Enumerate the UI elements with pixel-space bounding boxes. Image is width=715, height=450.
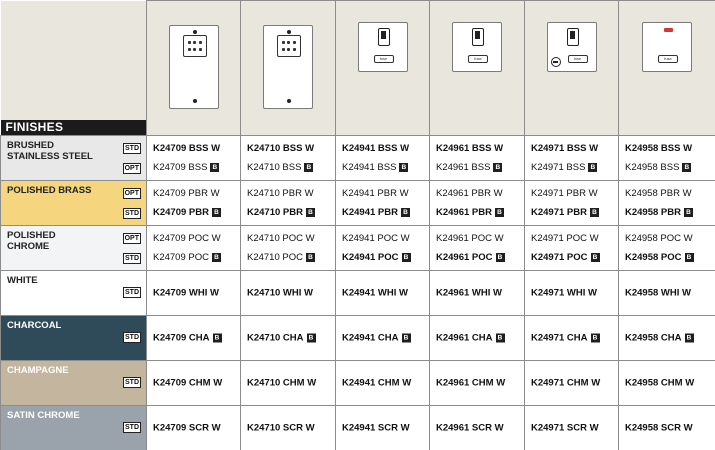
opt-tag: OPT <box>124 165 139 172</box>
b-badge-icon: B <box>213 334 222 343</box>
product-code-std: K24709 PBR B <box>153 207 221 218</box>
finish-label-cell <box>1 316 147 361</box>
finishes-label: FINISHES <box>1 120 147 135</box>
fused-spur-plate-icon: fuse <box>452 22 502 72</box>
b-badge-icon: B <box>399 163 408 172</box>
product-code-std: K24941 BSS W <box>342 143 410 154</box>
product-code-cell <box>241 226 336 271</box>
product-code-cell <box>430 316 525 361</box>
b-badge-icon: B <box>493 163 502 172</box>
shaver-socket-plate-icon <box>169 25 219 109</box>
finishes-header <box>1 1 147 136</box>
b-badge-icon: B <box>496 253 505 262</box>
product-code-opt: K24958 POC W <box>625 233 693 244</box>
std-tag: STD <box>125 145 139 152</box>
finish-name-line: SATIN CHROME <box>7 410 80 421</box>
product-code-std: K24958 BSS W <box>625 143 693 154</box>
product-code-std: K24961 BSS W <box>436 143 504 154</box>
product-code-std: K24971 BSS W <box>531 143 599 154</box>
product-code-opt: K24941 PBR W <box>342 188 409 199</box>
product-code-opt: K24710 PBR W <box>247 188 314 199</box>
product-code-opt: K24710 POC W <box>247 233 315 244</box>
b-badge-icon: B <box>590 208 599 217</box>
product-code-std: K24709 SCR W <box>153 422 221 434</box>
product-code-std: K24961 SCR W <box>436 422 504 434</box>
product-code-std: K24941 CHA B <box>342 333 411 344</box>
product-code-cell <box>336 271 430 316</box>
shaver-socket-plate-icon <box>263 25 313 109</box>
fused-spur-lockable-plate-icon: fuse <box>547 22 597 72</box>
std-tag: STD <box>125 210 139 217</box>
product-code-std: K24971 POC B <box>531 252 600 263</box>
product-code-cell <box>336 226 430 271</box>
product-code-std: K24941 POC B <box>342 252 411 263</box>
product-code-cell <box>619 136 715 181</box>
product-code-opt: K24971 POC W <box>531 233 599 244</box>
product-code-cell <box>430 226 525 271</box>
product-code-cell <box>147 406 241 450</box>
product-image-k24941 <box>336 1 430 136</box>
neon-indicator-icon <box>664 28 673 32</box>
product-code-opt: K24709 POC W <box>153 233 221 244</box>
std-tag: STD <box>125 255 139 262</box>
product-code-std: K24709 POC B <box>153 252 221 263</box>
product-code-opt: K24958 BSS B <box>625 162 691 173</box>
product-code-cell <box>147 316 241 361</box>
b-badge-icon: B <box>212 208 221 217</box>
product-code-std: K24709 WHI W <box>153 287 219 299</box>
product-code-cell <box>525 406 619 450</box>
b-badge-icon: B <box>306 208 315 217</box>
b-badge-icon: B <box>685 334 694 343</box>
b-badge-icon: B <box>684 208 693 217</box>
fused-spur-plate-icon: fuse <box>358 22 408 72</box>
finish-row-white <box>1 271 715 316</box>
product-image-k24971 <box>525 1 619 136</box>
product-code-cell <box>336 406 430 450</box>
product-code-std: K24961 WHI W <box>436 287 502 299</box>
product-code-std: K24971 CHA B <box>531 333 600 344</box>
product-code-std: K24941 PBR B <box>342 207 410 218</box>
b-badge-icon: B <box>402 253 411 262</box>
finish-label-cell <box>1 181 147 226</box>
product-code-std: K24971 PBR B <box>531 207 599 218</box>
product-code-std: K24941 CHM W <box>342 377 412 389</box>
product-code-std: K24958 PBR B <box>625 207 693 218</box>
product-code-cell <box>430 271 525 316</box>
product-code-cell <box>336 316 430 361</box>
product-code-cell <box>430 136 525 181</box>
product-code-std: K24710 PBR B <box>247 207 315 218</box>
finish-label-cell <box>1 361 147 406</box>
b-badge-icon: B <box>212 253 221 262</box>
finish-row-champagne <box>1 361 715 406</box>
product-code-opt: K24961 PBR W <box>436 188 503 199</box>
product-code-cell <box>336 361 430 406</box>
product-code-std: K24709 BSS W <box>153 143 221 154</box>
product-code-std: K24971 CHM W <box>531 377 601 389</box>
b-badge-icon: B <box>588 163 597 172</box>
b-badge-icon: B <box>210 163 219 172</box>
b-badge-icon: B <box>591 334 600 343</box>
product-code-cell <box>241 406 336 450</box>
product-code-opt: K24958 PBR W <box>625 188 692 199</box>
product-code-cell <box>619 406 715 450</box>
finish-label-cell <box>1 136 147 181</box>
b-badge-icon: B <box>682 163 691 172</box>
product-code-cell <box>430 181 525 226</box>
product-code-cell <box>525 136 619 181</box>
opt-tag: OPT <box>124 190 139 197</box>
product-code-std: K24941 WHI W <box>342 287 408 299</box>
product-code-opt: K24709 PBR W <box>153 188 220 199</box>
product-code-opt: K24941 BSS B <box>342 162 408 173</box>
b-badge-icon: B <box>402 334 411 343</box>
product-code-cell <box>619 316 715 361</box>
finish-label-cell <box>1 271 147 316</box>
key-lock-icon <box>551 57 561 67</box>
finish-name-line: WHITE <box>7 275 38 286</box>
finish-row-charcoal <box>1 316 715 361</box>
b-badge-icon: B <box>401 208 410 217</box>
finish-name-line: POLISHED BRASS <box>7 185 92 196</box>
b-badge-icon: B <box>591 253 600 262</box>
product-image-k24958 <box>619 1 715 136</box>
product-code-opt: K24971 BSS B <box>531 162 597 173</box>
finish-row-brushed-stainless-steel <box>1 136 715 181</box>
product-code-std: K24958 CHM W <box>625 377 695 389</box>
product-code-opt: K24709 BSS B <box>153 162 219 173</box>
product-code-std: K24961 CHM W <box>436 377 506 389</box>
b-badge-icon: B <box>685 253 694 262</box>
product-code-std: K24971 SCR W <box>531 422 599 434</box>
product-code-cell <box>525 316 619 361</box>
product-code-cell <box>336 181 430 226</box>
product-image-row <box>1 1 715 136</box>
std-tag: STD <box>125 379 139 386</box>
fused-spur-neon-plate-icon: fuse <box>642 22 692 72</box>
product-code-std: K24709 CHA B <box>153 333 222 344</box>
product-code-std: K24941 SCR W <box>342 422 410 434</box>
opt-tag: OPT <box>124 235 139 242</box>
finish-label-cell <box>1 226 147 271</box>
finish-name-line: STAINLESS STEEL <box>7 151 93 162</box>
product-image-k24710 <box>241 1 336 136</box>
product-code-std: K24710 POC B <box>247 252 315 263</box>
product-code-cell <box>147 226 241 271</box>
product-code-cell <box>336 136 430 181</box>
product-code-std: K24961 PBR B <box>436 207 504 218</box>
product-code-cell <box>619 271 715 316</box>
product-code-cell <box>525 271 619 316</box>
finish-row-satin-chrome <box>1 406 715 450</box>
product-code-std: K24958 CHA B <box>625 333 694 344</box>
product-code-opt: K24961 BSS B <box>436 162 502 173</box>
finish-name-line: CHARCOAL <box>7 320 62 331</box>
product-code-cell <box>619 361 715 406</box>
b-badge-icon: B <box>496 334 505 343</box>
product-code-opt: K24941 POC W <box>342 233 410 244</box>
std-tag: STD <box>125 334 139 341</box>
product-code-std: K24971 WHI W <box>531 287 597 299</box>
product-code-opt: K24710 BSS B <box>247 162 313 173</box>
product-code-std: K24961 CHA B <box>436 333 505 344</box>
product-code-std: K24709 CHM W <box>153 377 223 389</box>
product-code-cell <box>241 271 336 316</box>
product-code-std: K24710 SCR W <box>247 422 315 434</box>
product-code-cell <box>241 136 336 181</box>
std-tag: STD <box>125 289 139 296</box>
finish-name-line: CHAMPAGNE <box>7 365 69 376</box>
b-badge-icon: B <box>306 253 315 262</box>
product-image-k24709 <box>147 1 241 136</box>
product-code-cell <box>241 181 336 226</box>
b-badge-icon: B <box>307 334 316 343</box>
product-code-cell <box>525 181 619 226</box>
product-code-std: K24710 BSS W <box>247 143 315 154</box>
product-code-std: K24710 CHA B <box>247 333 316 344</box>
product-code-std: K24958 WHI W <box>625 287 691 299</box>
product-code-cell <box>147 136 241 181</box>
product-code-cell <box>619 181 715 226</box>
product-code-cell <box>147 271 241 316</box>
std-tag: STD <box>125 424 139 431</box>
b-badge-icon: B <box>304 163 313 172</box>
finish-name-line: CHROME <box>7 241 50 252</box>
product-code-cell <box>241 316 336 361</box>
finish-row-polished-chrome <box>1 226 715 271</box>
product-image-k24961 <box>430 1 525 136</box>
finish-name-line: BRUSHED <box>7 140 54 151</box>
product-code-std: K24710 CHM W <box>247 377 317 389</box>
product-code-cell <box>430 361 525 406</box>
product-code-cell <box>147 361 241 406</box>
product-code-std: K24961 POC B <box>436 252 505 263</box>
product-code-std: K24958 POC B <box>625 252 694 263</box>
product-code-cell <box>525 361 619 406</box>
product-code-opt: K24961 POC W <box>436 233 504 244</box>
finish-label-cell <box>1 406 147 450</box>
product-code-cell <box>147 181 241 226</box>
finish-name-line: POLISHED <box>7 230 56 241</box>
product-code-opt: K24971 PBR W <box>531 188 598 199</box>
finish-row-polished-brass <box>1 181 715 226</box>
product-code-cell <box>430 406 525 450</box>
product-code-cell <box>619 226 715 271</box>
product-code-std: K24958 SCR W <box>625 422 693 434</box>
product-code-cell <box>241 361 336 406</box>
b-badge-icon: B <box>495 208 504 217</box>
product-code-cell <box>525 226 619 271</box>
product-code-std: K24710 WHI W <box>247 287 313 299</box>
